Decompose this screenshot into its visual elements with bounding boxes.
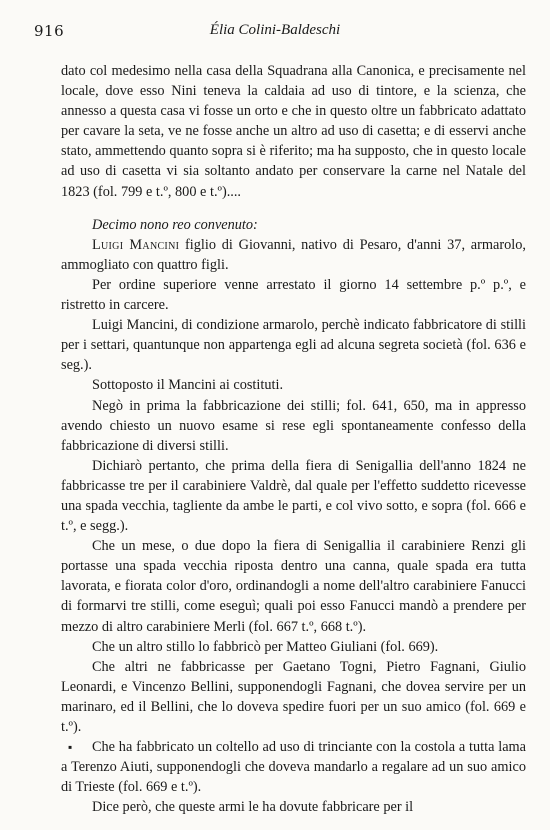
paragraph-marked-text: Che ha fabbricato un coltello ad uso di trinciante con la costola a tutta lama a Terenzo Aiuti, supponendogli che doveva mandarlo a regalare ad un suo amico di Trieste (fol. 669 e t.º). <box>61 739 526 796</box>
running-head: Élia Colini-Baldeschi <box>209 22 341 38</box>
paragraph-continued: dato col medesimo nella casa della Squadrana alla Canonica, e precisamente nel locale, dove esso Nini teneva la caldaia ad uso di tintore, e la scienza, che annesso a questa casa vi fosse un orto e che in questo oltre un fabbricato adattato per cavare la seta, ve ne fosse anche un altro ad uso di casetta; e di esservi anche stato, ammettendo quanto sopra si è riferito; ma ha supposto, che in questo locale ad uso di casetta vi sia soltanto andato per conservare la carne nel Natale del 1823 (fol. 799 e t.º, 800 e t.º).... <box>61 63 526 200</box>
paragraph: Per ordine superiore venne arrestato il giorno 14 settembre p.º p.º, e ristretto in carcere. <box>61 276 526 314</box>
paragraph: Che altri ne fabbricasse per Gaetano Togni, Pietro Fagnani, Giulio Leonardi, e Vincenzo Bellini, supponendogli Fagnani, che dovea servire per un marinaro, ed il Bellini, che lo doveva spedire fuori per un suo amico (fol. 669 e t.º). <box>61 658 526 735</box>
paragraph: Che un mese, o due dopo la fiera di Senigallia il carabiniere Renzi gli portasse una spada vecchia riposta dentro una canna, quale spada era tutta lavorata, e fiorata color d'oro, ordinandogli a nome dell'altro carabiniere Fanucci di formarvi tre stilli, come eseguì; quali poi esso Fanucci mandò a prendere per mezzo di altro carabiniere Merli (fol. 667 t.º, 668 t.º). <box>61 538 526 635</box>
section-subheading: Decimo nono reo convenuto: <box>92 216 258 233</box>
paragraph: Sottoposto il Mancini ai costituti. <box>92 377 284 394</box>
paragraph: Dichiarò pertanto, che prima della fiera di Senigallia dell'anno 1824 ne fabbricasse tre per il carabiniere Valdrè, dal quale per l'effetto suddetto ricevesse una spada vecchia, tagliente da ambe le parti, e col vivo sotto, e sopra (fol. 666 e t.º, e segg.). <box>61 457 526 535</box>
page-number: 916 <box>34 22 65 40</box>
paragraph: Che un altro stillo lo fabbricò per Matteo Giuliani (fol. 669). <box>92 638 439 655</box>
paragraph: Negò in prima la fabbricazione dei stilli; fol. 641, 650, ma in appresso avendo chiesto un nuovo esame si rese egli spontaneamente confesso della fabbricazione di diversi stilli. <box>61 397 526 454</box>
margin-mark: ▪ <box>68 740 73 755</box>
paragraph-last: Dice però, che queste armi le ha dovute fabbricare per il <box>92 799 414 816</box>
paragraph-defendant-intro <box>61 235 526 275</box>
paragraph: Luigi Mancini, di condizione armarolo, perchè indicato fabbricatore di stilli per i settari, quantunque non appartenga egli ad alcuna segreta società (fol. 636 e seg.). <box>61 317 526 374</box>
paragraph-marked <box>61 737 526 797</box>
body-text <box>61 61 526 817</box>
defendant-details: figlio di Giovanni, nativo di Pesaro, d'anni 37, armarolo, ammogliato con quattro figli. <box>61 236 526 273</box>
page-header <box>0 22 550 42</box>
section-gap <box>61 202 526 215</box>
defendant-name: Luigi Mancini <box>92 236 180 253</box>
